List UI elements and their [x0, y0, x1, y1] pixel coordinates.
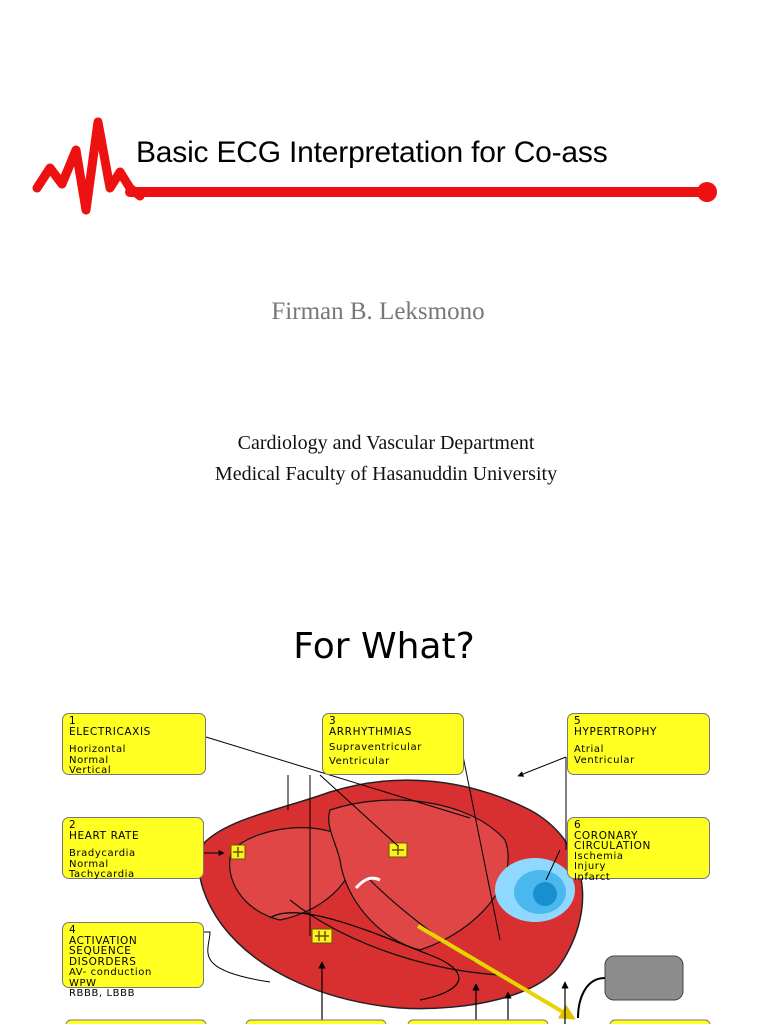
monitor-cable	[578, 978, 605, 1018]
box-item: Injury	[574, 861, 607, 872]
ecg-trace	[37, 122, 140, 210]
box-item: Vertical	[69, 765, 112, 776]
info-box-electrical-axis	[62, 713, 206, 775]
box-number: 5	[574, 715, 582, 727]
box-item: Normal	[69, 858, 109, 870]
box-number: 1	[69, 715, 77, 727]
info-box-coronary-circulation	[567, 817, 710, 883]
leader-line	[518, 757, 566, 776]
slide-title: For What?	[293, 626, 475, 667]
box-heading: ACTIVATION SEQUENCE DISORDERS	[69, 934, 138, 968]
ecg-monitor	[605, 956, 683, 1000]
box-heading: HYPERTROPHY	[574, 725, 658, 738]
box-item: Ventricular	[329, 755, 390, 767]
box-item: Bradycardia	[69, 848, 136, 859]
box-heading: ARRHYTHMIAS	[329, 725, 412, 738]
info-box-activation-sequence	[62, 922, 204, 999]
box-item: Horizontal	[69, 744, 127, 755]
box-item: WPW	[69, 977, 97, 989]
box-item: RBBB, LBBB	[69, 988, 136, 999]
box-item: Infarct	[574, 871, 611, 883]
sa-node-marker	[231, 845, 245, 859]
info-box-arrhythmias	[322, 713, 464, 775]
box-heading: HEART RATE	[69, 829, 140, 842]
bottom-box-edge	[246, 1020, 386, 1024]
author-name: Firman B. Leksmono	[271, 298, 485, 325]
box-number: 3	[329, 715, 337, 727]
bottom-box-edge	[66, 1020, 206, 1024]
box-heading: CORONARY CIRCULATION	[574, 829, 651, 852]
box-item: AV- conduction	[69, 967, 152, 978]
ischemia-zone-core	[533, 882, 557, 906]
box-heading: ELECTRICAXIS	[69, 725, 151, 738]
box-item: Tachycardia	[69, 869, 135, 880]
box-item: Ventricular	[574, 754, 635, 766]
info-box-hypertrophy	[567, 713, 710, 775]
ecg-waveform-logo	[0, 0, 768, 230]
box-number: 6	[574, 819, 582, 831]
ecg-end-dot	[697, 182, 717, 202]
bottom-box-edge	[408, 1020, 548, 1024]
info-box-heart-rate	[62, 817, 204, 879]
bundle-marker	[312, 929, 332, 943]
av-node-marker	[389, 843, 407, 857]
affiliation-department: Cardiology and Vascular Department	[237, 432, 535, 454]
bottom-box-edge	[610, 1020, 710, 1024]
box-number: 2	[69, 819, 77, 831]
affiliation-university: Medical Faculty of Hasanuddin University	[214, 463, 558, 485]
presentation-title: Basic ECG Interpretation for Co-ass	[136, 136, 608, 169]
box-number: 4	[69, 924, 77, 936]
box-item: Supraventricular	[329, 742, 422, 753]
box-item: Ischemia	[574, 850, 624, 862]
box-item: Atrial	[574, 744, 604, 755]
box-item: Normal	[69, 754, 109, 766]
